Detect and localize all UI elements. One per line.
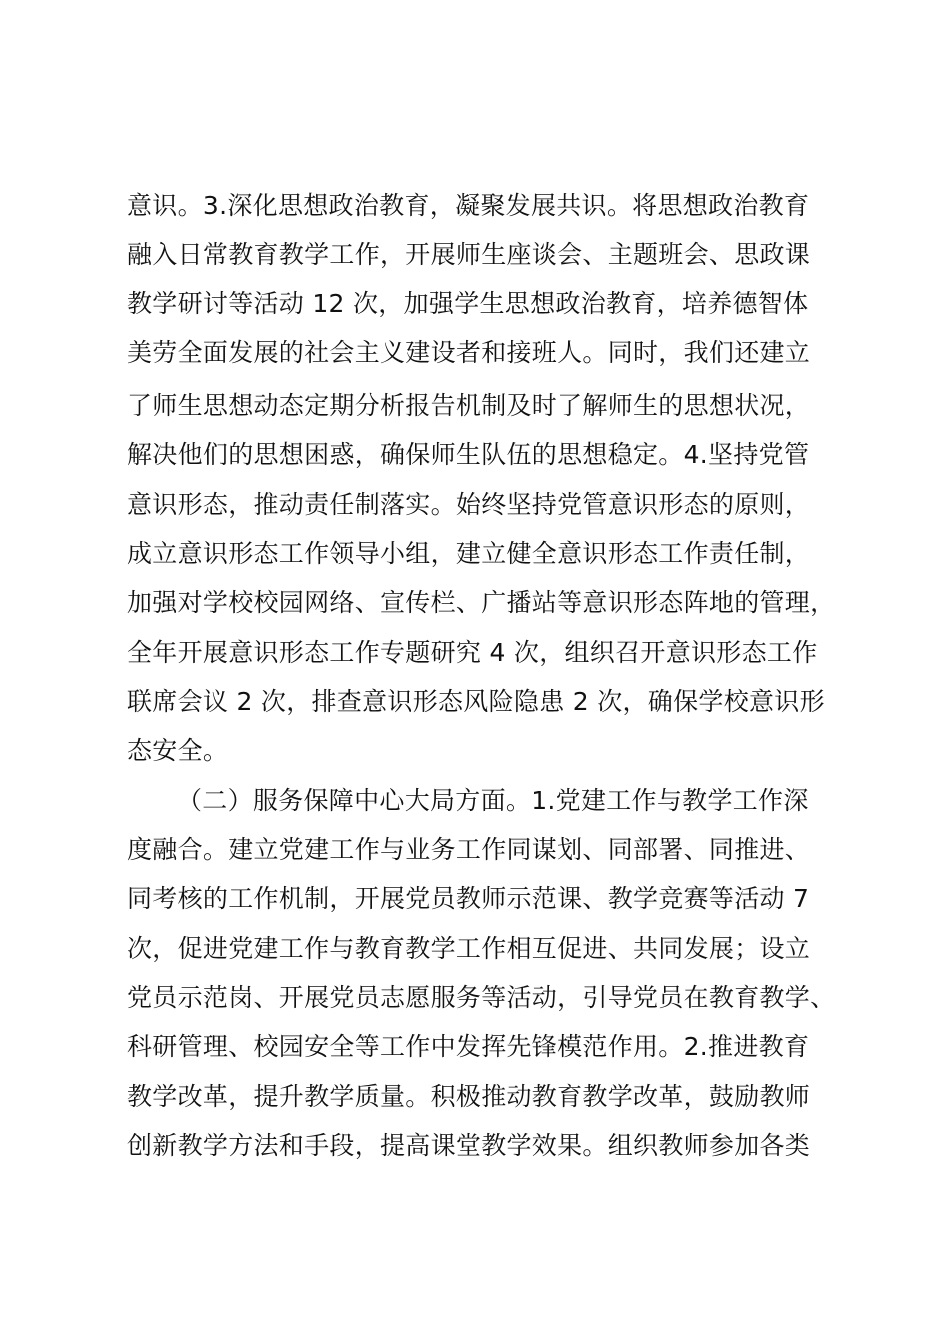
text-line: 教学改革，提升教学质量。积极推动教育教学改革，鼓励教师 (127, 1082, 811, 1111)
text-line: 创新教学方法和手段，提高课堂教学效果。组织教师参加各类 (127, 1131, 811, 1160)
text-line: 态安全。 (127, 736, 229, 765)
text-line: 次，促进党建工作与教育教学工作相互促进、共同发展；设立 (127, 934, 811, 963)
text-line: 美劳全面发展的社会主义建设者和接班人。同时，我们还建立 (127, 338, 811, 367)
text-line: 联席会议 2 次，排查意识形态风险隐患 2 次，确保学校意识形 (127, 687, 825, 716)
text-line: 教学研讨等活动 12 次，加强学生思想政治教育，培养德智体 (127, 289, 809, 318)
text-line: 意识。3.深化思想政治教育，凝聚发展共识。将思想政治教育 (127, 191, 810, 220)
text-line: 度融合。建立党建工作与业务工作同谋划、同部署、同推进、 (127, 835, 811, 864)
text-line: 全年开展意识形态工作专题研究 4 次，组织召开意识形态工作 (127, 638, 818, 667)
text-line: 意识形态，推动责任制落实。始终坚持党管意识形态的原则， (127, 490, 811, 519)
text-line: 党员示范岗、开展党员志愿服务等活动，引导党员在教育教学、 (127, 983, 836, 1012)
text-line: 融入日常教育教学工作，开展师生座谈会、主题班会、思政课 (127, 240, 811, 269)
text-line: 成立意识形态工作领导小组，建立健全意识形态工作责任制， (127, 539, 811, 568)
text-line: 解决他们的思想困惑，确保师生队伍的思想稳定。4.坚持党管 (127, 440, 810, 469)
text-line: 同考核的工作机制，开展党员教师示范课、教学竞赛等活动 7 (127, 884, 810, 913)
text-line: 了师生思想动态定期分析报告机制及时了解师生的思想状况， (127, 391, 811, 420)
text-line: 科研管理、校园安全等工作中发挥先锋模范作用。2.推进教育 (127, 1032, 810, 1061)
paragraph-first-line: （二）服务保障中心大局方面。1.党建工作与教学工作深 (177, 786, 809, 815)
text-line: 加强对学校校园网络、宣传栏、广播站等意识形态阵地的管理， (127, 588, 836, 617)
